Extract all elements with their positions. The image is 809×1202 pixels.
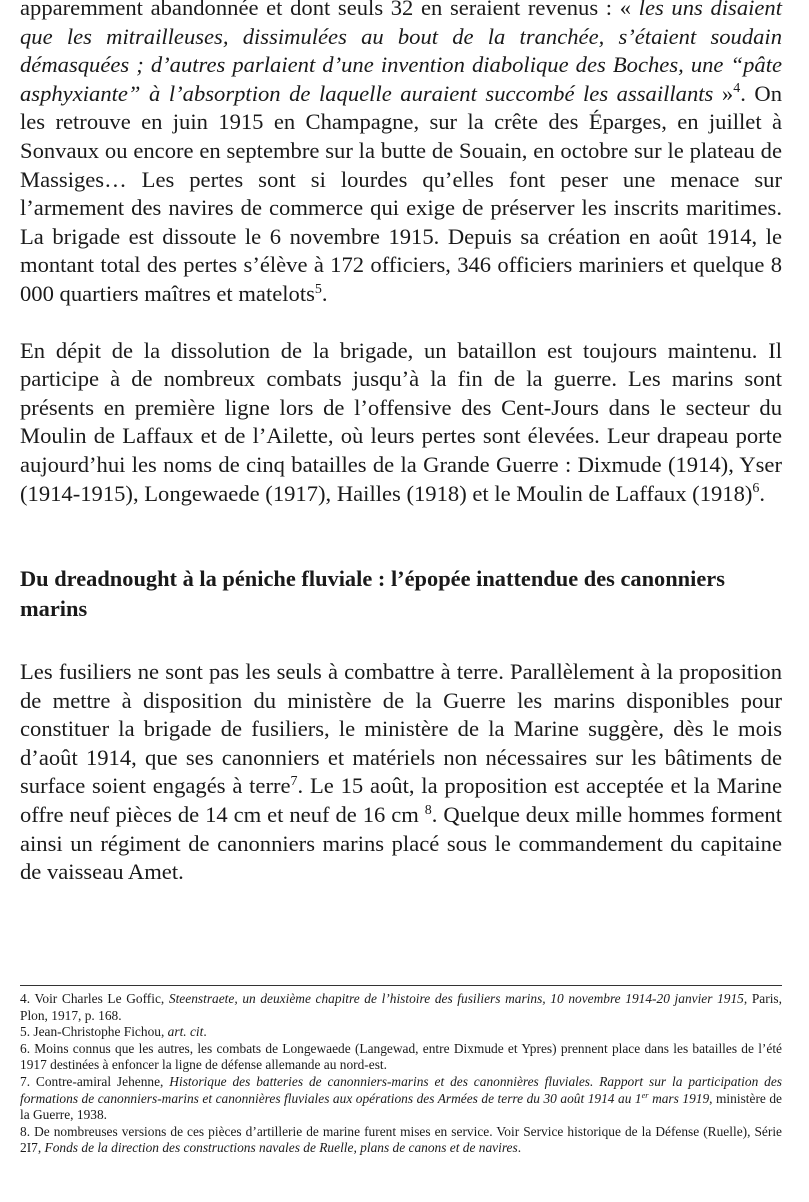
paragraph-1 — [20, 0, 782, 309]
footnote-text: , ministère de la Guerre, 1938. — [20, 1090, 783, 1123]
paragraph-text: . Le 15 août, la proposition est acceptée et la Marine offre neuf pièces de 14 cm et neuf de 16 cm — [20, 773, 782, 828]
paragraph-text: apparemment abandonnée et dont seuls 32 en seraient revenus : « — [20, 0, 639, 20]
footnote-ref-5[interactable]: 5 — [314, 281, 322, 297]
footnote-title: Fonds de la direction des constructions navales de Ruelle, plans de canons et de navires — [44, 1140, 518, 1156]
footnote-5 — [20, 1024, 782, 1041]
paragraph-text: . — [321, 280, 328, 306]
footnote-6: 6. Moins connus que les autres, les combats de Longewaede (Langewad, entre Dixmude et Ypres) prennent place dans les batailles de l’été 1917 destinées à enfoncer la ligne de défense allemande au nord-est. — [20, 1040, 782, 1073]
ordinal-superscript: er — [641, 1090, 649, 1100]
footnote-text: 8. De nombreuses versions de ces pièces d’artillerie de marine furent mises en service. Voir Service historique de la Défense (Ruelle), Série 2I7, — [20, 1123, 782, 1156]
footnote-8 — [20, 1124, 782, 1157]
quote-close: » — [713, 80, 734, 106]
footnote-7 — [20, 1074, 782, 1124]
paragraph-3 — [20, 658, 782, 887]
footnote-ref-6[interactable]: 6 — [752, 481, 760, 497]
footnotes — [20, 991, 782, 1157]
quotation: les uns disaient que les mitrailleuses, dissimulées au bout de la tranchée, s’étaient soudain démasquées ; d’autres parlaient d’une invention diabolique des Boches, une “pâte asphyxiante” à l’absorption de laquelle auraient succombé les assaillants — [20, 0, 782, 106]
section-heading: Du dreadnought à la péniche fluviale : l’épopée inattendue des canonniers marins — [20, 566, 725, 622]
page-body — [20, 0, 782, 887]
paragraph-text: En dépit de la dissolution de la brigade, un bataillon est toujours maintenu. Il participe à de nombreux combats jusqu’à la fin de la guerre. Les marins sont présents en première ligne lors de l’offensive des Cent-Jours dans le secteur du Moulin de Laffaux et de l’Ailette, où leurs pertes sont élevées. Leur drapeau porte aujourd’hui les noms de cinq batailles de la Grande Guerre : Dixmude (1914), Yser (1914-1915), Longewaede (1917), Hailles (1918) et le Moulin de Laffaux (1918) — [20, 337, 782, 506]
paragraph-text: Les fusiliers ne sont pas les seuls à combattre à terre. Parallèlement à la proposition de mettre à disposition du ministère de la Guerre les marins disponibles pour constituer la brigade de fusiliers, le ministère de la Marine suggère, dès le mois d’août 1914, que ses canonniers et matériels non nécessaires sur les bâtiments de surface soient engagés à terre — [20, 659, 782, 799]
footnote-text: . — [517, 1140, 522, 1156]
footnote-text: . — [203, 1024, 207, 1040]
footnote-ref-4[interactable]: 4 — [733, 81, 741, 97]
footnote-ref-7[interactable]: 7 — [290, 774, 298, 790]
footnote-title: Steenstraete, un deuxième chapitre de l’histoire des fusiliers marins, 10 novembre 1914-20 janvier 1915 — [168, 991, 744, 1006]
paragraph-2 — [20, 337, 782, 509]
footnote-title-part: mars 1919 — [648, 1090, 710, 1106]
paragraph-text: . Quelque deux mille hommes forment ainsi un régiment de canonniers marins placé sous le commandement du capitaine de vaisseau Amet. — [20, 802, 782, 885]
paragraph-text: . On les retrouve en juin 1915 en Champagne, sur la crête des Éparges, en juillet à Sonvaux ou encore en septembre sur la butte de Souain, en octobre sur le plateau de Massiges… Les pertes sont si lourdes qu’elles font peser une menace sur l’armement des navires de commerce qui exige de préserver les inscrits maritimes. La brigade est dissoute le 6 novembre 1915. Depuis sa création en août 1914, le montant total des pertes s’élève à 172 officiers, 346 officiers mariniers et quelque 8 000 quartiers maîtres et matelots — [20, 80, 782, 306]
footnote-4 — [20, 991, 782, 1024]
footnote-title: art. cit — [167, 1024, 204, 1040]
footnote-text: 7. Contre-amiral Jehenne, — [20, 1073, 170, 1089]
footnote-text: , Paris, Plon, 1917, p. 168. — [20, 991, 782, 1023]
footnote-ref-8[interactable]: 8 — [424, 802, 432, 818]
footnote-divider — [20, 985, 782, 986]
paragraph-text: . — [759, 480, 766, 506]
footnote-title-part: Historique des batteries de canonniers-marins et des canonnières fluviales. Rapport sur la participation des formations de canonniers-marins et canonnières fluviales aux opérations des Armées de terre du 30 août 1914 au 1 — [20, 1073, 782, 1106]
footnote-text: 5. Jean-Christophe Fichou, — [20, 1024, 168, 1040]
footnote-text: 4. Voir Charles Le Goffic, — [20, 991, 169, 1006]
